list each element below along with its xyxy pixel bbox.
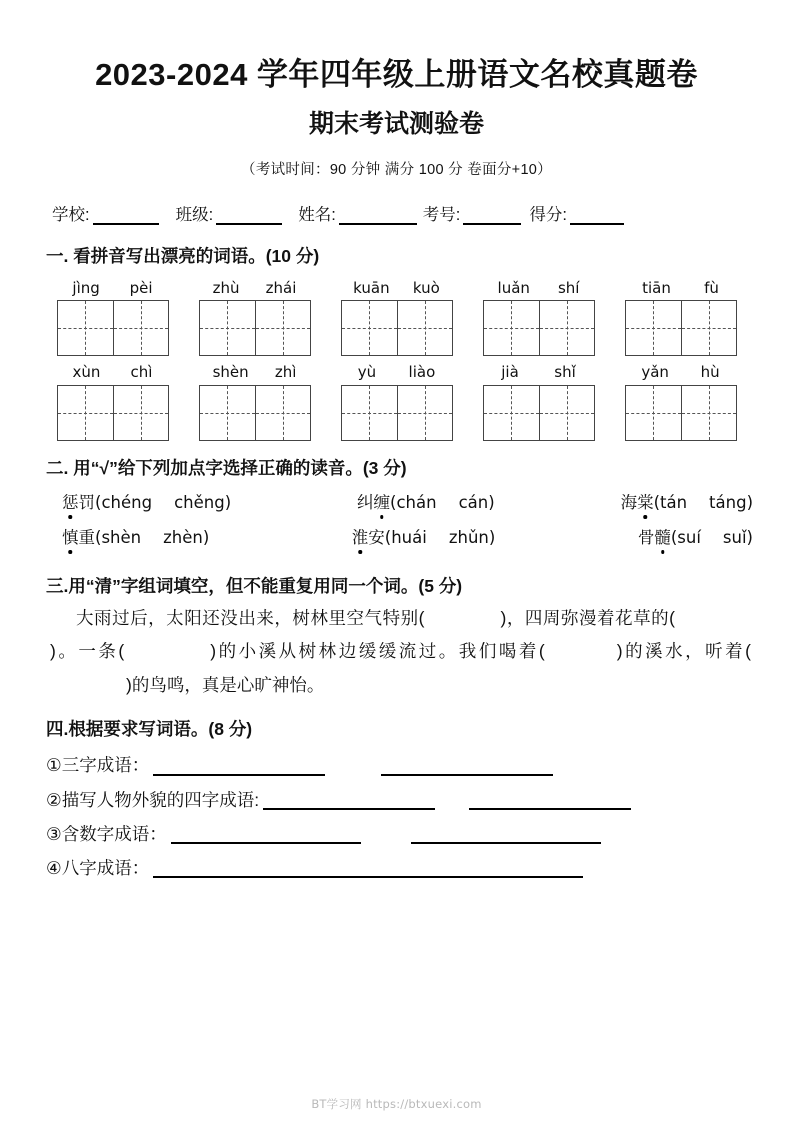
choice-char: 缠 [374,489,391,513]
section-4-heading: 四.根据要求写词语。(8 分) [46,719,253,740]
choice-option[interactable]: táng [709,492,747,512]
pinyin-syllable: fù [704,279,719,297]
answer-blank[interactable] [153,758,325,776]
answer-item-row [46,859,793,878]
tianzige-box[interactable] [625,385,737,441]
tianzige-box[interactable] [341,300,453,356]
tianzige-cell[interactable] [397,386,452,440]
choice-word [62,489,95,513]
class-label: 班级: [175,206,214,224]
choice-char: 安 [368,528,385,547]
student-info-row [0,179,793,225]
pinyin-label [57,278,169,300]
name-input[interactable] [339,206,417,225]
score-input[interactable] [570,206,624,225]
choice-options[interactable]: (tán táng) [653,492,753,512]
score-field [529,201,624,225]
pinyin-syllable: kuān [353,279,390,297]
pinyin-syllable: luǎn [497,279,530,297]
pinyin-syllable: jìng [72,279,100,297]
choice-options[interactable]: (huái zhǔn) [384,527,496,547]
pinyin-syllable: yǎn [641,363,669,382]
cloze-text: )的鸟鸣，真是心旷神怡。 [126,674,325,695]
section-4-body [0,756,793,878]
pinyin-row-1 [0,278,793,356]
cloze-text: )。一条( [50,641,125,662]
name-field [298,201,423,225]
tianzige-cell[interactable] [397,301,452,355]
exam-no-input[interactable] [463,206,521,225]
answer-item-row [46,825,793,844]
choice-option[interactable]: chán [396,492,437,512]
answer-item-label: ④八字成语： [46,858,150,879]
pinyin-grid-item [199,278,311,356]
tianzige-cell[interactable] [342,301,397,355]
choice-line-1 [0,489,793,513]
tianzige-cell[interactable] [484,386,539,440]
pinyin-label [341,278,453,300]
choice-options[interactable]: (chéng chěng) [95,492,232,512]
choice-word [352,524,385,548]
choice-word [621,489,654,513]
watermark: BT学习网 https://btxuexi.com [311,1097,482,1111]
pinyin-label [483,362,595,384]
tianzige-cell[interactable] [200,301,255,355]
exam-note: （考试时间：90 分钟 满分 100 分 卷面分+10） [241,162,552,178]
pinyin-grid-item [199,362,311,440]
school-input[interactable] [93,206,159,225]
choice-char: 慎 [62,524,79,548]
page-title: 2023-2024 学年四年级上册语文名校真题卷 [95,57,698,92]
pinyin-grid-item [625,362,737,440]
answer-item-label: ③含数字成语： [46,823,167,844]
pinyin-grid-item [57,362,169,440]
pinyin-syllable: zhù [212,279,240,297]
section-2-heading: 二. 用“√”给下列加点字选择正确的读音。(3 分) [46,457,407,478]
choice-char: 棠 [637,489,654,513]
choice-item[interactable] [62,489,231,513]
choice-char: 纠 [357,493,374,512]
choice-word [357,489,390,513]
tianzige-cell[interactable] [626,386,681,440]
tianzige-cell[interactable] [342,386,397,440]
cloze-text: )，四周弥漫着花草的( [500,607,676,628]
tianzige-cell[interactable] [255,301,310,355]
score-label: 得分: [529,206,567,224]
section-3-heading: 三.用“清”字组词填空，但不能重复用同一个词。(5 分) [46,575,463,596]
tianzige-cell[interactable] [58,386,113,440]
choice-char: 惩 [62,489,79,513]
answer-blank[interactable] [411,826,601,844]
cloze-text: )的溪水，听着( [616,641,752,662]
tianzige-cell[interactable] [626,301,681,355]
pinyin-label [341,362,453,384]
pinyin-syllable: kuò [412,279,440,297]
choice-options[interactable]: (shèn zhèn) [95,527,210,547]
pinyin-syllable: chì [130,363,153,382]
section-2-body [0,480,793,548]
exam-no-field [423,201,530,225]
section-1-body [0,268,793,441]
choice-item[interactable] [621,489,753,513]
pinyin-label [625,278,737,300]
choice-options[interactable]: (suí suǐ) [670,527,753,547]
answer-blank[interactable] [469,792,631,810]
pinyin-label [483,278,595,300]
pinyin-label [57,362,169,384]
pinyin-syllable: zhái [265,279,297,297]
tianzige-box[interactable] [199,300,311,356]
cloze-text: )的小溪从树林边缓缓流过。我们喝着( [210,641,545,662]
answer-item-label: ②描写人物外貌的四字成语: [46,789,260,810]
tianzige-cell[interactable] [681,301,736,355]
choice-char: 淮 [352,524,369,548]
pinyin-grid-item [341,278,453,356]
tianzige-cell[interactable] [58,301,113,355]
choice-item[interactable] [62,524,209,548]
answer-blank[interactable] [171,826,361,844]
choice-option[interactable]: chěng [174,492,225,512]
choice-option[interactable]: chéng [101,492,153,512]
choice-item[interactable] [638,524,753,548]
pinyin-grid-item [483,362,595,440]
tianzige-box[interactable] [57,385,169,441]
tianzige-box[interactable] [625,300,737,356]
choice-item[interactable] [352,524,496,548]
tianzige-cell[interactable] [539,301,594,355]
pinyin-grid-item [57,278,169,356]
pinyin-label [199,362,311,384]
section-1-heading: 一. 看拼音写出漂亮的词语。(10 分) [46,246,320,266]
section-3-body [0,598,793,703]
tianzige-box[interactable] [341,385,453,441]
answer-blank[interactable] [153,860,583,878]
tianzige-box[interactable] [57,300,169,356]
pinyin-label [199,278,311,300]
choice-word [638,524,671,548]
choice-option[interactable]: zhèn [163,527,203,547]
answer-item-row [46,756,793,775]
pinyin-syllable: yù [357,363,377,382]
tianzige-cell[interactable] [255,386,310,440]
answer-blank[interactable] [263,792,435,810]
pinyin-grid-item [625,278,737,356]
choice-char: 罚 [78,493,95,512]
tianzige-box[interactable] [483,300,595,356]
pinyin-grid-item [341,362,453,440]
tianzige-box[interactable] [483,385,595,441]
tianzige-cell[interactable] [113,386,168,440]
tianzige-cell[interactable] [113,301,168,355]
pinyin-grid-item [483,278,595,356]
choice-item[interactable] [357,489,495,513]
answer-blank[interactable] [381,758,553,776]
choice-line-2 [0,524,793,548]
choice-option[interactable]: tán [660,492,688,512]
pinyin-row-2 [0,362,793,440]
pinyin-syllable: liào [408,363,436,382]
choice-word [62,524,95,548]
tianzige-cell[interactable] [484,301,539,355]
choice-options[interactable]: (chán cán) [390,492,495,512]
pinyin-syllable: hù [700,363,720,382]
pinyin-syllable: tiān [642,279,671,297]
choice-option[interactable]: huái [391,527,427,547]
cloze-text: 大雨过后，太阳还没出来，树林里空气特别( [76,607,425,628]
school-field [52,201,176,225]
choice-option[interactable]: zhǔn [448,527,489,547]
exam-no-label: 考号: [422,206,461,224]
page-subtitle: 期末考试测验卷 [308,109,484,138]
tianzige-box[interactable] [199,385,311,441]
pinyin-label [625,362,737,384]
pinyin-syllable: shèn [212,363,249,382]
choice-char: 髓 [654,524,671,548]
class-field [176,201,299,225]
school-label: 学校: [52,206,90,224]
choice-char: 海 [620,493,638,512]
choice-option[interactable]: shèn [101,527,142,547]
choice-char: 骨 [637,528,655,547]
answer-item-row [46,791,793,810]
answer-item-label: ①三字成语： [46,755,150,776]
name-label: 姓名: [298,206,336,224]
pinyin-syllable: shí [557,279,580,297]
tianzige-cell[interactable] [200,386,255,440]
pinyin-syllable: shǐ [554,363,576,382]
choice-option[interactable]: cán [458,492,489,512]
tianzige-cell[interactable] [681,386,736,440]
choice-option[interactable]: suǐ [722,527,747,547]
class-input[interactable] [216,206,282,225]
choice-option[interactable]: suí [677,527,701,547]
tianzige-cell[interactable] [539,386,594,440]
pinyin-syllable: jià [501,363,519,382]
pinyin-syllable: pèi [129,279,153,297]
choice-char: 重 [78,528,95,547]
pinyin-syllable: xùn [72,363,101,382]
pinyin-syllable: zhì [274,363,297,382]
